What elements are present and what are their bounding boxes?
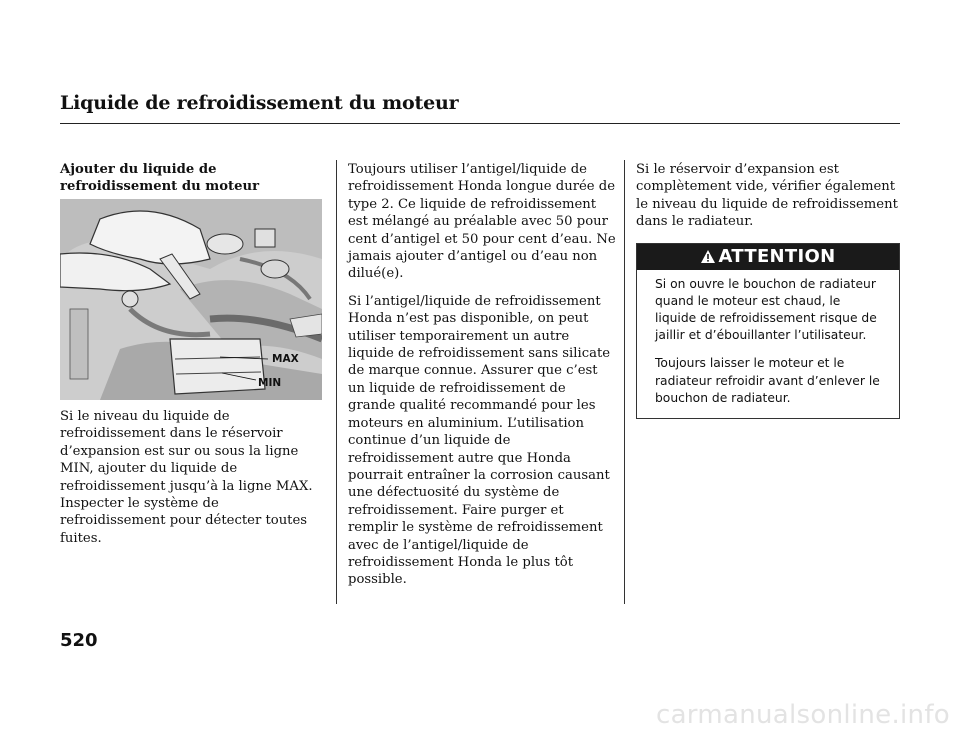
figure-label-min: MIN <box>258 377 282 389</box>
attention-body <box>637 270 899 407</box>
section-subheading: Ajouter du liquide de refroidissement du moteur <box>60 162 260 194</box>
paragraph: Toujours utiliser l’antigel/liquide de refroidissement Honda longue durée de type 2. Ce liquide de refroidissement est mélangé au préalable avec 50 pour cent d’antigel et 50 pour cent d’eau. Ne jamais ajouter d’antigel ou d’eau non dilué(e). <box>348 162 616 282</box>
title-divider <box>60 123 900 124</box>
engine-bay-illustration <box>60 199 322 400</box>
coolant-reservoir-figure <box>60 199 322 400</box>
figure-label-max: MAX <box>272 353 299 365</box>
column-middle <box>348 161 616 599</box>
attention-heading: ATTENTION <box>718 245 836 267</box>
watermark: carmanualsonline.info <box>655 700 950 730</box>
page-number: 520 <box>60 630 98 651</box>
paragraph: Si le réservoir d’expansion est complètement vide, vérifier également le niveau du liquide de refroidissement dans le radiateur. <box>636 162 898 230</box>
attention-paragraph: Si on ouvre le bouchon de radiateur quand le moteur est chaud, le liquide de refroidissement risque de jaillir et d’ébouillanter l’utilisateur. <box>655 276 877 343</box>
column-right <box>636 161 900 419</box>
page-title: Liquide de refroidissement du moteur <box>60 92 459 114</box>
warning-triangle-icon <box>701 250 715 263</box>
attention-paragraph: Toujours laisser le moteur et le radiateur refroidir avant d’enlever le bouchon de radiateur. <box>655 356 880 405</box>
paragraph: Si le niveau du liquide de refroidissement dans le réservoir d’expansion est sur ou sous la ligne MIN, ajouter du liquide de refroidissement jusqu’à la ligne MAX. Inspecter le système de refroidissement pour détecter toutes fuites. <box>60 409 313 546</box>
paragraph: Si l’antigel/liquide de refroidissement Honda n’est pas disponible, on peut utiliser temporairement un autre liquide de refroidissement sans silicate de marque connue. Assurer que c’est un liquide de refroidissement de grande qualité recommandé pour les moteurs en aluminium. L’utilisation continue d’un liquide de refroidissement autre que Honda pourrait entraîner la corrosion causant une défectuosité du système de refroidissement. Faire purger et remplir le système de refroidissement avec de l’antigel/liquide de refroidissement Honda le plus tôt possible. <box>348 293 611 588</box>
attention-header <box>637 244 899 270</box>
attention-warning-box <box>636 243 900 419</box>
column-left <box>60 161 328 557</box>
column-divider-left <box>336 160 337 604</box>
column-divider-right <box>624 160 625 604</box>
